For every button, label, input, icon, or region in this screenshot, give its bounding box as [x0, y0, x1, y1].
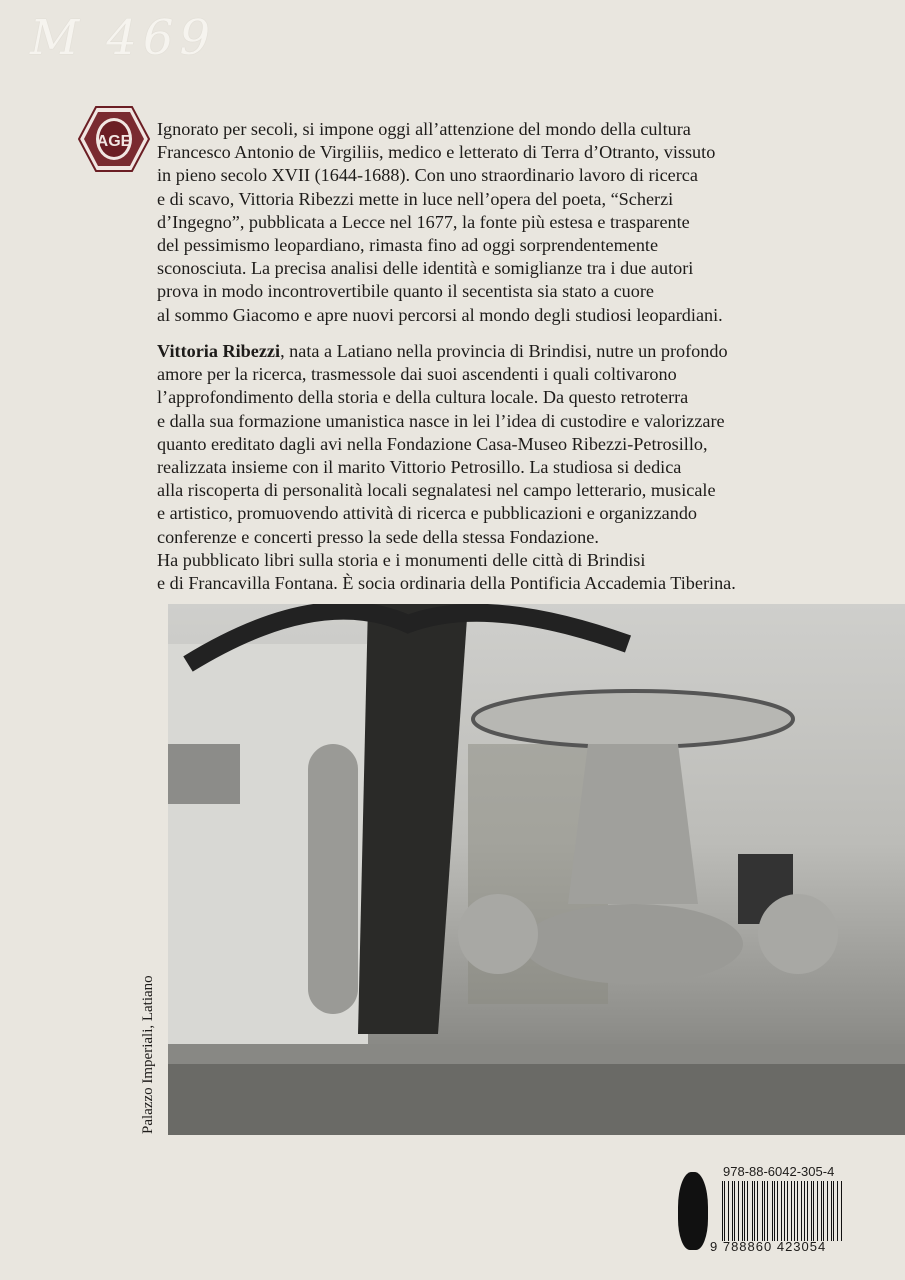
photo-caption: Palazzo Imperiali, Latiano	[140, 975, 156, 1134]
bio-line: e dalla sua formazione umanistica nasce in lei l’idea di custodire e valorizzare	[157, 410, 725, 431]
bio-line: conferenze e concerti presso la sede della stessa Fondazione.	[157, 526, 599, 547]
bio-line: , nata a Latiano nella provincia di Brindisi, nutre un profondo	[280, 341, 728, 361]
barcode-bar	[791, 1181, 792, 1241]
bio-line: realizzata insieme con il marito Vittorio Petrosillo. La studiosa si dedica	[157, 457, 682, 478]
synopsis-line: sconosciuta. La precisa analisi delle identità e somiglianze tra i due autori	[157, 258, 694, 279]
logo-text: AGE	[96, 133, 132, 150]
isbn: 978-88-6042-305-4	[723, 1164, 835, 1179]
barcode	[722, 1181, 842, 1241]
barcode-bar	[732, 1181, 733, 1241]
author-name: Vittoria Ribezzi	[157, 341, 281, 361]
bio-line: l’approfondimento della storia e della cultura locale. Da questo retroterra	[157, 387, 689, 408]
synopsis-line: prova in modo incontrovertibile quanto il secentista sia stato a cuore	[157, 281, 654, 302]
bio-line: e di Francavilla Fontana. È socia ordinaria della Pontificia Accademia Tiberina.	[157, 573, 736, 594]
bio-line: amore per la ricerca, trasmessole dai suoi ascendenti i quali coltivarono	[157, 364, 677, 385]
synopsis-line: al sommo Giacomo e apre nuovi percorsi al mondo degli studiosi leopardiani.	[157, 304, 723, 325]
barcode-bar	[831, 1181, 832, 1241]
publisher-mark-icon	[678, 1172, 708, 1250]
bio-line: quanto ereditato dagli avi nella Fondazione Casa-Museo Ribezzi-Petrosillo,	[157, 433, 708, 454]
author-bio-paragraph	[157, 340, 897, 595]
barcode-bar	[767, 1181, 768, 1241]
synopsis-paragraph	[157, 118, 897, 327]
synopsis-line: del pessimismo leopardiano, rimasta fino ad oggi sorprendentemente	[157, 235, 659, 256]
synopsis-line: in pieno secolo XVII (1644-1688). Con uno straordinario lavoro di ricerca	[157, 165, 698, 186]
synopsis-line: d’Ingegno”, pubblicata a Lecce nel 1677, la fonte più estesa e trasparente	[157, 211, 690, 232]
handwritten-inscription: M 469	[30, 10, 217, 66]
bio-line: Ha pubblicato libri sulla storia e i monumenti delle città di Brindisi	[157, 549, 646, 570]
barcode-bar	[752, 1181, 753, 1241]
publisher-logo	[78, 106, 150, 172]
barcode-digits: 9 788860 423054	[710, 1239, 827, 1254]
bio-line: e artistico, promuovendo attività di ricerca e pubblicazioni e organizzando	[157, 503, 698, 524]
synopsis-line: Francesco Antonio de Virgiliis, medico e letterato di Terra d’Otranto, vissuto	[157, 142, 716, 163]
synopsis-line: e di scavo, Vittoria Ribezzi mette in luce nell’opera del poeta, “Scherzi	[157, 188, 674, 209]
barcode-bar	[807, 1181, 808, 1241]
cover-photo-fountain	[168, 604, 905, 1135]
synopsis-line: Ignorato per secoli, si impone oggi all’attenzione del mondo della cultura	[157, 119, 691, 139]
bio-line: alla riscoperta di personalità locali segnalatesi nel campo letterario, musicale	[157, 480, 716, 501]
